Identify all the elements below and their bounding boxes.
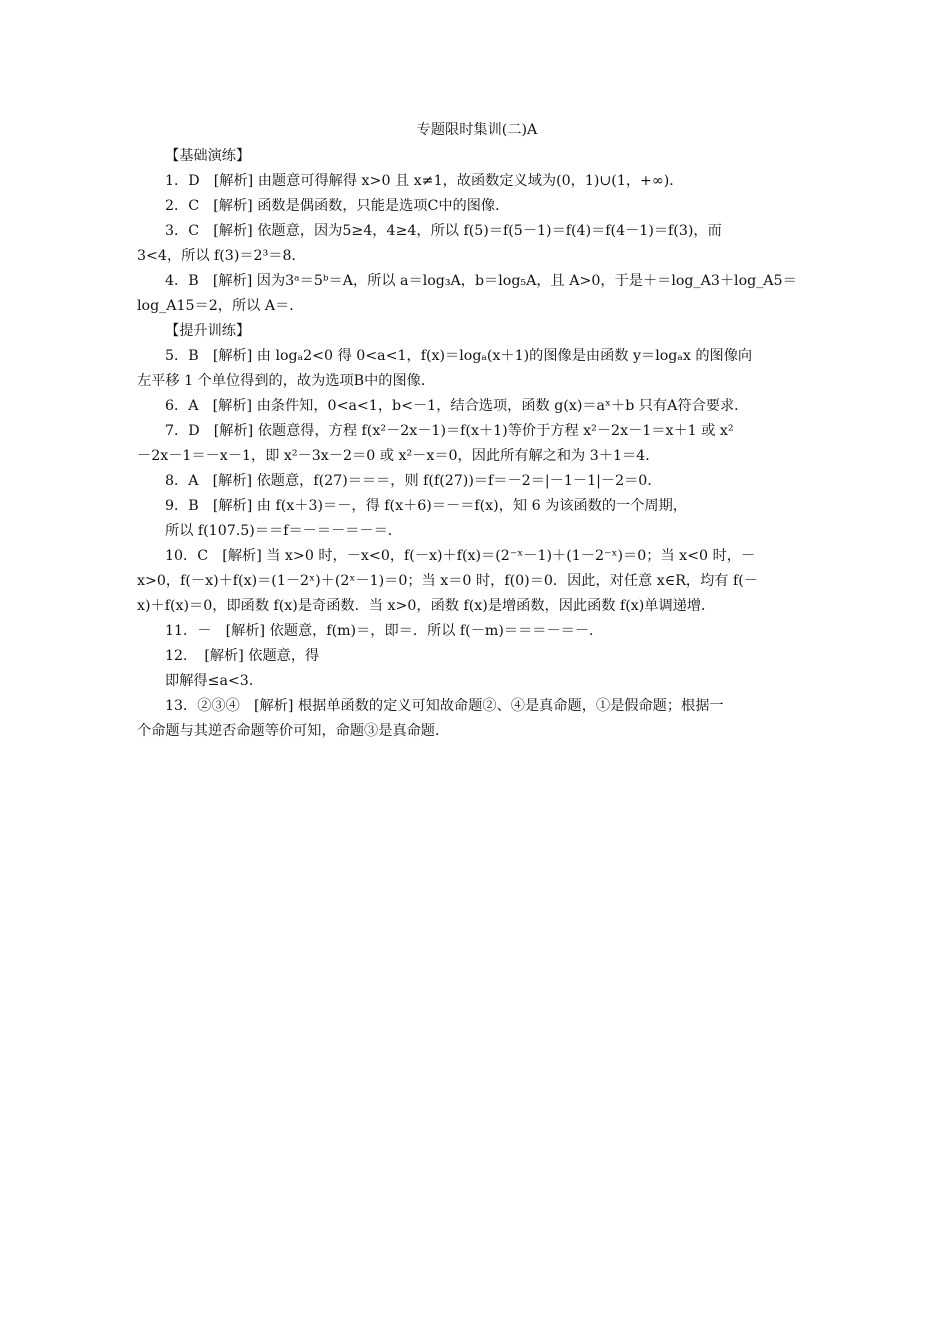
answer-1: 1．D [解析] 由题意可得解得 x>0 且 x≠1，故函数定义域为(0，1)∪(1，+∞)． [165, 173, 684, 189]
answer-10: 10．C [解析] 当 x>0 时，－x<0，f(－x)＋f(x)＝(2⁻ˣ－1)＋(1－2⁻ˣ)＝0；当 x<0 时，－ [165, 548, 756, 564]
answer-11: 11．－ [解析] 依题意，f(m)＝，即＝．所以 f(－m)＝＝＝－＝－． [165, 623, 604, 639]
answer-9: 9．B [解析] 由 f(x＋3)＝－，得 f(x＋6)＝－＝f(x)，知 6 为该函数的一个周期， [165, 498, 687, 514]
answer-8: 8．A [解析] 依题意，f(27)＝＝＝，则 f(f(27))＝f＝－2＝|－1－1|－2＝0． [165, 473, 662, 489]
answer-6: 6．A [解析] 由条件知，0<a<1，b<－1，结合选项，函数 g(x)＝aˣ＋b 只有A符合要求． [165, 398, 749, 414]
answer-4: 4．B [解析] 因为3ᵃ＝5ᵇ＝A，所以 a＝log₃A，b＝log₅A，且 A>0，于是＋＝log_A3＋log_A5＝ [165, 273, 797, 289]
answer-5-cont: 左平移 1 个单位得到的，故为选项B中的图像． [137, 373, 436, 389]
answer-7: 7．D [解析] 依题意得，方程 f(x²－2x－1)＝f(x＋1)等价于方程 x²－2x－1＝x＋1 或 x² [165, 423, 734, 439]
answer-3: 3．C [解析] 依题意，因为5≥4，4≥4，所以 f(5)＝f(5－1)＝f(4)＝f(4－1)＝f(3)，而 [165, 223, 722, 239]
answer-3-cont: 3<4，所以 f(3)＝2³＝8． [137, 248, 306, 264]
answer-4-cont: log_A15＝2，所以 A＝． [137, 298, 304, 314]
answer-7-cont: －2x－1＝－x－1，即 x²－3x－2＝0 或 x²－x＝0，因此所有解之和为 3＋1＝4． [137, 448, 660, 464]
answer-9-cont: 所以 f(107.5)＝＝f＝－＝－＝－＝． [165, 523, 402, 539]
answer-10-cont-1: x>0，f(－x)＋f(x)＝(1－2ˣ)＋(2ˣ－1)＝0；当 x＝0 时，f(0)＝0．因此，对任意 x∈R，均有 f(－ [137, 573, 758, 589]
answer-2: 2．C [解析] 函数是偶函数，只能是选项C中的图像． [165, 198, 510, 214]
answer-5: 5．B [解析] 由 logₐ2<0 得 0<a<1，f(x)＝logₐ(x＋1)的图像是由函数 y＝logₐx 的图像向 [165, 348, 753, 364]
answer-12: 12． [解析] 依题意，得 [165, 648, 320, 664]
answer-10-cont-2: x)＋f(x)＝0，即函数 f(x)是奇函数．当 x>0，函数 f(x)是增函数，因此函数 f(x)单调递增． [137, 598, 716, 614]
answer-13-cont: 个命题与其逆否命题等价可知，命题③是真命题． [137, 723, 450, 739]
section-heading-advanced: 【提升训练】 [165, 323, 251, 339]
answer-12-cont: 即解得≤a<3． [165, 673, 264, 689]
answer-13: 13．②③④ [解析] 根据单函数的定义可知故命题②、④是真命题，①是假命题；根据一 [165, 698, 724, 714]
page-title: 专题限时集训(二)A [416, 122, 538, 138]
section-heading-basic: 【基础演练】 [165, 148, 251, 164]
document-content [137, 118, 817, 744]
